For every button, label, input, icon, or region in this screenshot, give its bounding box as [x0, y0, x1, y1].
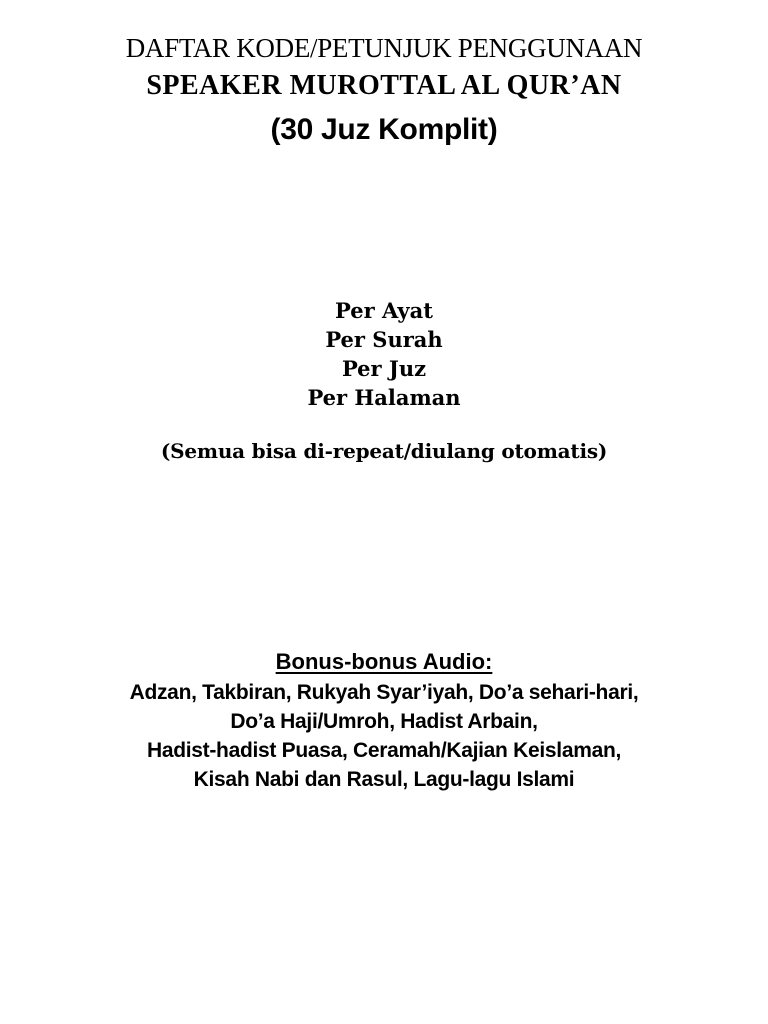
bonus-audio-line: Kisah Nabi dan Rasul, Lagu-lagu Islami	[193, 768, 575, 791]
bonus-audio-line: Adzan, Takbiran, Rukyah Syar’iyah, Do’a sehari-hari,	[129, 681, 639, 704]
document-subtitle: (30 Juz Komplit)	[270, 113, 498, 146]
playback-mode-item: Per Ayat	[335, 298, 433, 323]
bonus-audio-line: Do’a Haji/Umroh, Hadist Arbain,	[230, 710, 538, 733]
playback-mode-list	[0, 296, 768, 412]
playback-mode-item: Per Juz	[341, 356, 427, 381]
document-heading-top: DAFTAR KODE/PETUNJUK PENGGUNAAN	[125, 33, 643, 63]
bonus-audio-title: Bonus-bonus Audio:	[275, 649, 493, 674]
bonus-audio-list	[0, 678, 768, 794]
playback-mode-item: Per Surah	[325, 327, 443, 352]
repeat-note: (Semua bisa di-repeat/diulang otomatis)	[160, 439, 608, 463]
bonus-audio-line: Hadist-hadist Puasa, Ceramah/Kajian Keislaman,	[146, 739, 622, 762]
playback-mode-item: Per Halaman	[307, 385, 461, 410]
document-title: SPEAKER MUROTTAL AL QUR’AN	[146, 70, 622, 101]
